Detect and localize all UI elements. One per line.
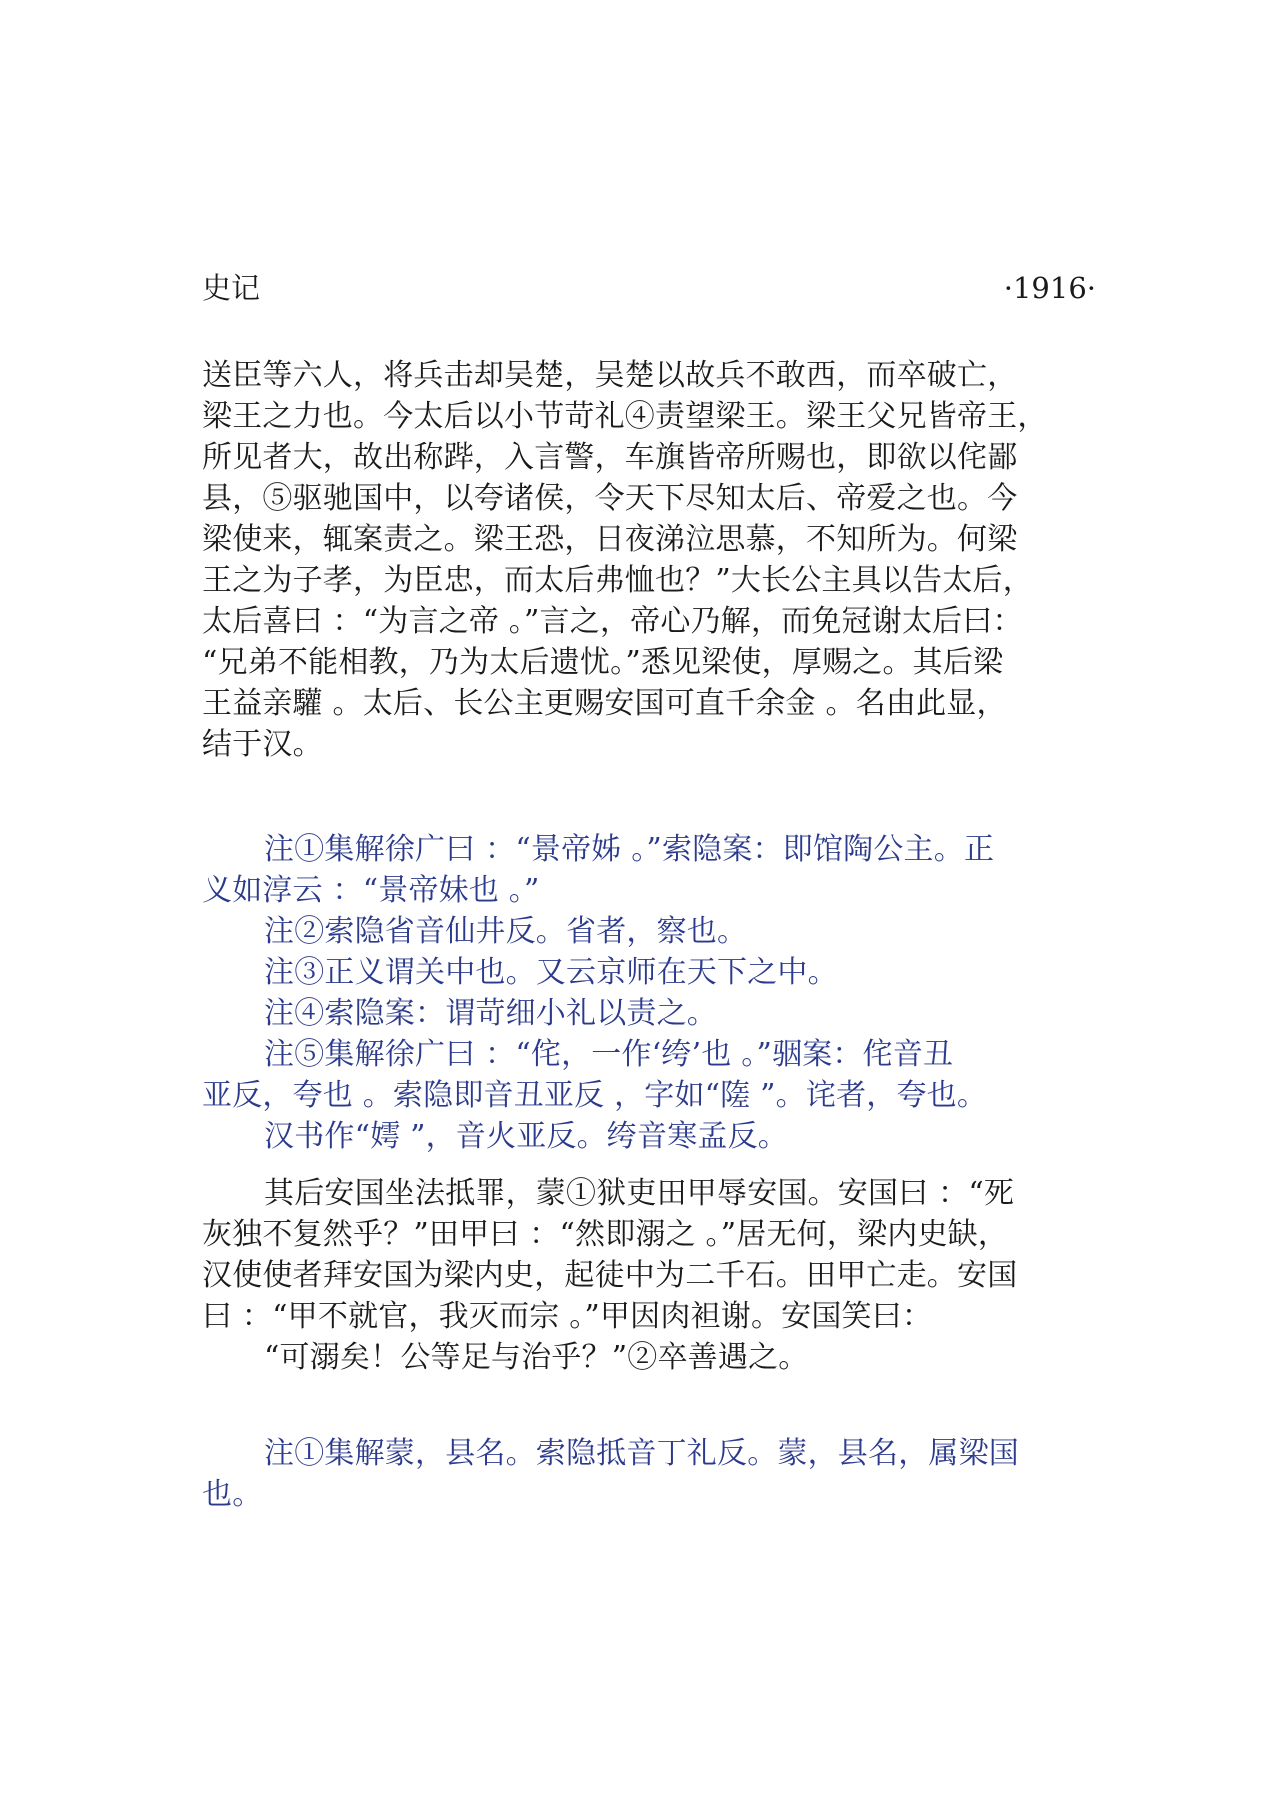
text-line: “兄弟不能相教，乃为太后遗忧。”悉见梁使，厚赐之。其后梁 <box>202 645 1004 680</box>
text-line: 太后喜曰 ：“为言之帝 。”言之，帝心乃解，而免冠谢太后曰： <box>202 604 1023 639</box>
note-line: 亚反，夸也 。索隐即音丑亚反 ，字如“隓 ”。诧者，夸也。 <box>202 1078 988 1113</box>
annotation-block-2 <box>202 1433 1112 1515</box>
text-line: 王益亲驩 。太后、长公主更赐安国可直千余金 。名由此显， <box>202 686 1007 721</box>
note-line: 注③正义谓关中也。又云京师在天下之中。 <box>264 955 838 990</box>
annotation-block <box>202 829 1112 1157</box>
note-line: 注②索隐省音仙井反。省者，察也。 <box>264 914 748 949</box>
text-line: 县，⑤驱驰国中，以夸诸侯，令天下尽知太后、帝爱之也。今 <box>202 481 1018 516</box>
text-line: 所见者大，故出称跸，入言警，车旗皆帝所赐也，即欲以侘鄙 <box>202 440 1018 475</box>
book-title: 史记 <box>202 271 261 305</box>
page-number: ·1916· <box>1003 271 1096 305</box>
note-line: 注⑤集解徐广曰 ：“侘，一作‘绔’也 。”骃案：侘音丑 <box>264 1037 954 1072</box>
main-text-block <box>202 355 1112 765</box>
text-line: 曰 ：“甲不就官，我灭而宗 。”甲因肉袒谢。安国笑曰： <box>202 1299 933 1334</box>
text-line: 梁使来，辄案责之。梁王恐，日夜涕泣思慕，不知所为。何梁 <box>202 522 1018 557</box>
note-line: 也。 <box>202 1477 263 1512</box>
text-line: 结于汉。 <box>202 727 323 762</box>
text-line: 其后安国坐法抵罪，蒙①狱吏田甲辱安国。安国曰 ：“死 <box>264 1176 1015 1211</box>
text-line: 灰独不复然乎？”田甲曰 ：“然即溺之 。”居无何，梁内史缺， <box>202 1217 1009 1252</box>
text-line: “可溺矣！公等足与治乎？”②卒善遇之。 <box>264 1340 809 1375</box>
note-line: 汉书作“嫮 ”，音火亚反。绔音寒孟反。 <box>264 1119 789 1154</box>
note-line: 注④索隐案：谓苛细小礼以责之。 <box>264 996 717 1031</box>
note-line: 义如淳云 ：“景帝妹也 。” <box>202 873 540 908</box>
note-line: 注①集解徐广曰 ：“景帝姊 。”索隐案：即馆陶公主。正 <box>264 832 995 867</box>
main-text-block-2 <box>202 1173 1112 1378</box>
text-line: 送臣等六人，将兵击却吴楚，吴楚以故兵不敢西，而卒破亡， <box>202 358 1018 393</box>
page-header <box>202 268 1096 308</box>
text-line: 王之为子孝，为臣忠，而太后弗恤也？”大长公主具以告太后， <box>202 563 1033 598</box>
text-line: 梁王之力也。今太后以小节苛礼④责望梁王。梁王父兄皆帝王， <box>202 399 1048 434</box>
note-line: 注①集解蒙，县名。索隐抵音丁礼反。蒙，县名，属梁国 <box>264 1436 1019 1471</box>
text-line: 汉使使者拜安国为梁内史，起徒中为二千石。田甲亡走。安国 <box>202 1258 1018 1293</box>
